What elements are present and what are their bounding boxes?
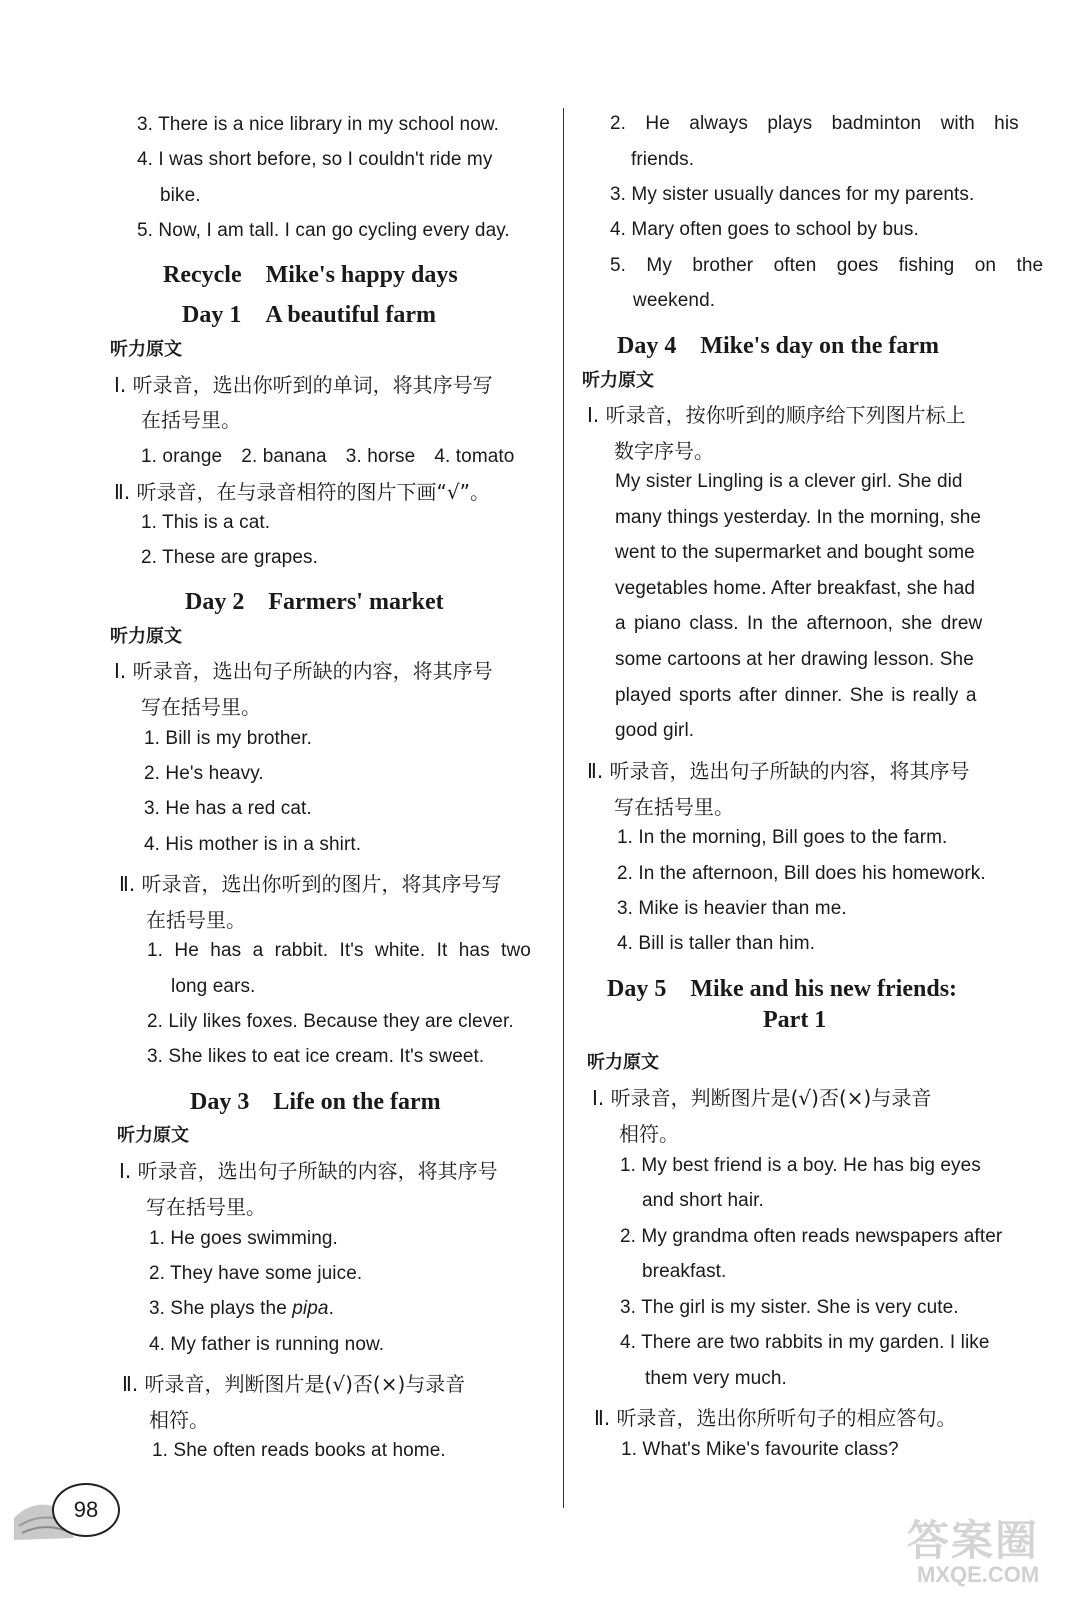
question-instruction: 写在括号里。 xyxy=(146,1195,266,1219)
list-item: 3. Mike is heavier than me. xyxy=(617,898,847,919)
list-item: 5. Now, I am tall. I can go cycling every day. xyxy=(137,220,510,241)
question-instruction: Ⅱ. 听录音，在与录音相符的图片下画“√”。 xyxy=(114,480,491,504)
day5-heading: Day 5 Mike and his new friends: xyxy=(607,976,958,1002)
passage-line: good girl. xyxy=(615,720,695,741)
question-instruction: 写在括号里。 xyxy=(614,795,734,819)
day3-heading: Day 3 Life on the farm xyxy=(190,1089,441,1115)
list-item: bike. xyxy=(160,185,201,206)
watermark-text: 答案圈 xyxy=(907,1517,1040,1564)
list-item: 4. I was short before, so I couldn't ride my xyxy=(137,149,493,170)
question-instruction: Ⅱ. 听录音，选出句子所缺的内容，将其序号 xyxy=(587,759,970,783)
list-item: and short hair. xyxy=(642,1190,764,1211)
question-instruction: Ⅰ. 听录音，选出你听到的单词，将其序号写 xyxy=(114,373,493,397)
page-number: 98 xyxy=(52,1483,120,1537)
list-item: 3. The girl is my sister. She is very cute. xyxy=(620,1297,959,1318)
list-item: 1. He goes swimming. xyxy=(149,1228,338,1249)
list-item: weekend. xyxy=(633,290,716,311)
list-item: 2. They have some juice. xyxy=(149,1263,363,1284)
question-instruction: 数字序号。 xyxy=(614,439,714,463)
list-item: friends. xyxy=(631,149,695,170)
question-instruction: Ⅰ. 听录音，选出句子所缺的内容，将其序号 xyxy=(119,1159,498,1183)
list-item: 1. He has a rabbit. It's white. It has two xyxy=(147,940,531,961)
watermark-url: MXQE.COM xyxy=(917,1562,1040,1587)
list-item: long ears. xyxy=(171,976,256,997)
question-instruction: Ⅱ. 听录音，选出你所听句子的相应答句。 xyxy=(594,1406,957,1430)
question-instruction: Ⅱ. 听录音，选出你听到的图片，将其序号写 xyxy=(119,872,502,896)
list-item: 3. She plays the pipa. xyxy=(149,1298,334,1319)
question-instruction: Ⅱ. 听录音，判断图片是(√)否(×)与录音 xyxy=(122,1372,466,1396)
list-item: 1. My best friend is a boy. He has big eyes xyxy=(620,1155,981,1176)
list-item: 3. She likes to eat ice cream. It's sweet. xyxy=(147,1046,485,1067)
passage-line: played sports after dinner. She is really a xyxy=(615,685,977,706)
column-divider xyxy=(563,108,564,1508)
passage-line: My sister Lingling is a clever girl. She did xyxy=(615,471,963,492)
passage-line: vegetables home. After breakfast, she had xyxy=(615,578,976,599)
list-item: 5. My brother often goes fishing on the xyxy=(610,255,1044,276)
list-item: 1. She often reads books at home. xyxy=(152,1440,446,1461)
question-instruction: Ⅰ. 听录音，选出句子所缺的内容，将其序号 xyxy=(114,659,493,683)
listening-script-label: 听力原文 xyxy=(110,626,182,647)
day1-heading: Day 1 A beautiful farm xyxy=(182,302,436,328)
list-item: 1. In the morning, Bill goes to the farm. xyxy=(617,827,948,848)
passage-line: went to the supermarket and bought some xyxy=(615,542,975,563)
list-item: 2. Lily likes foxes. Because they are clever. xyxy=(147,1011,514,1032)
list-item: 3. There is a nice library in my school now. xyxy=(137,114,500,135)
question-instruction: Ⅰ. 听录音，判断图片是(√)否(×)与录音 xyxy=(592,1086,932,1110)
listening-script-label: 听力原文 xyxy=(110,339,182,360)
question-instruction: 写在括号里。 xyxy=(141,695,261,719)
day4-heading: Day 4 Mike's day on the farm xyxy=(617,333,939,359)
day2-heading: Day 2 Farmers' market xyxy=(185,589,444,615)
list-item: 1. What's Mike's favourite class? xyxy=(621,1439,899,1460)
list-item: them very much. xyxy=(645,1368,787,1389)
list-item: 3. He has a red cat. xyxy=(144,798,312,819)
list-item: 4. My father is running now. xyxy=(149,1334,385,1355)
list-item: 4. Bill is taller than him. xyxy=(617,933,816,954)
day5-heading-part: Part 1 xyxy=(763,1007,827,1033)
list-item: 2. My grandma often reads newspapers after xyxy=(620,1226,1003,1247)
list-item: 1. orange 2. banana 3. horse 4. tomato xyxy=(141,446,515,467)
question-instruction: 在括号里。 xyxy=(146,908,246,932)
list-item: 1. Bill is my brother. xyxy=(144,728,312,749)
list-item: 2. He's heavy. xyxy=(144,763,264,784)
list-item: 3. My sister usually dances for my parents. xyxy=(610,184,975,205)
question-instruction: Ⅰ. 听录音，按你听到的顺序给下列图片标上 xyxy=(587,403,966,427)
passage-line: a piano class. In the afternoon, she drew xyxy=(615,613,983,634)
list-item: breakfast. xyxy=(642,1261,727,1282)
question-instruction: 相符。 xyxy=(149,1408,209,1432)
watermark-logo xyxy=(889,1508,1069,1588)
list-item: 4. Mary often goes to school by bus. xyxy=(610,219,919,240)
list-item: 4. There are two rabbits in my garden. I like xyxy=(620,1332,990,1353)
section-title-recycle: Recycle Mike's happy days xyxy=(163,262,458,288)
list-item: 2. In the afternoon, Bill does his homework. xyxy=(617,863,986,884)
passage-line: many things yesterday. In the morning, she xyxy=(615,507,982,528)
list-item: 2. These are grapes. xyxy=(141,547,318,568)
list-item: 1. This is a cat. xyxy=(141,512,271,533)
list-item: 2. He always plays badminton with his xyxy=(610,113,1019,134)
question-instruction: 在括号里。 xyxy=(141,408,241,432)
question-instruction: 相符。 xyxy=(619,1122,679,1146)
listening-script-label: 听力原文 xyxy=(117,1125,189,1146)
listening-script-label: 听力原文 xyxy=(582,370,654,391)
listening-script-label: 听力原文 xyxy=(587,1052,659,1073)
passage-line: some cartoons at her drawing lesson. She xyxy=(615,649,974,670)
list-item: 4. His mother is in a shirt. xyxy=(144,834,362,855)
